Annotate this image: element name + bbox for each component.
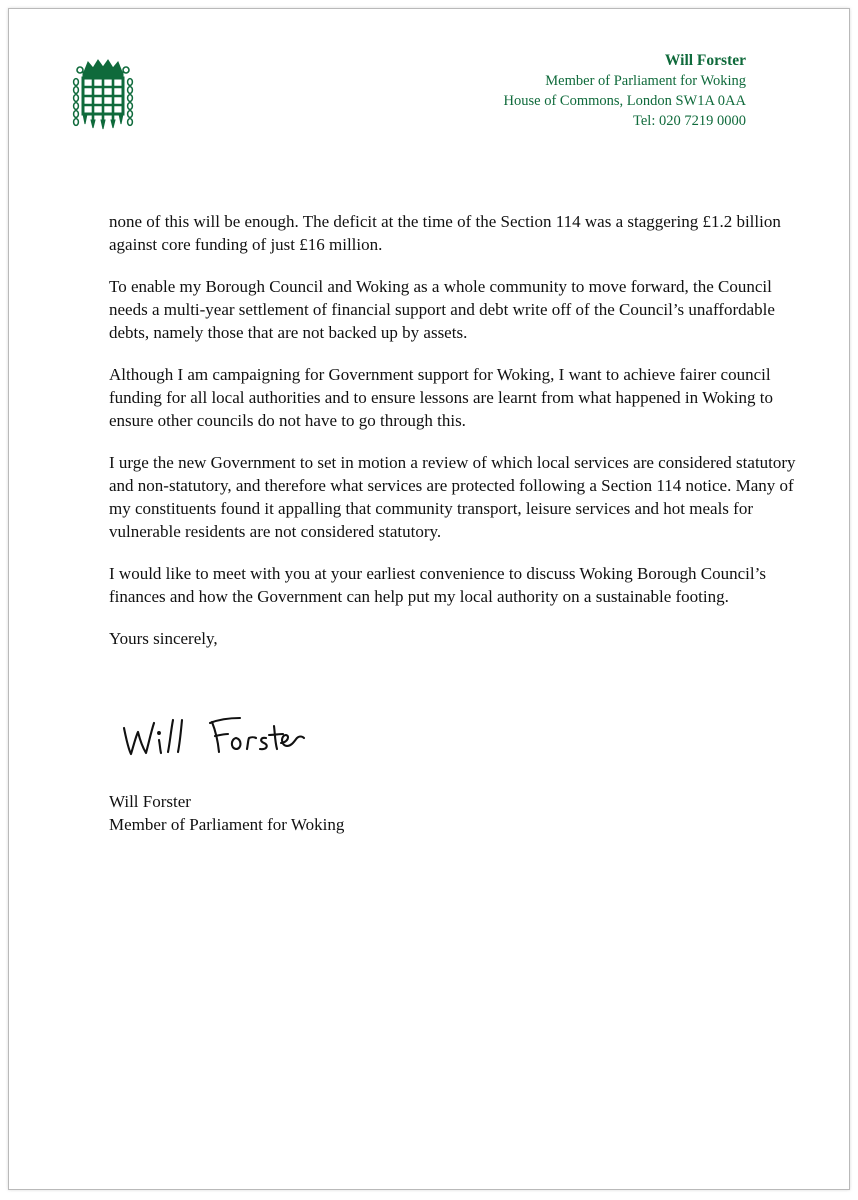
body-paragraph: Although I am campaigning for Government support for Woking, I want to achieve fairer council funding for all local authorities and to ensure lessons are learnt from what happened in Woking to ensure other councils do not have to go through this. (109, 365, 773, 430)
closing-salutation: Yours sincerely, (109, 629, 218, 648)
body-paragraph: none of this will be enough. The deficit at the time of the Section 114 was a staggering £1.2 billion against core funding of just £16 million. (109, 212, 781, 254)
body-paragraph: To enable my Borough Council and Woking as a whole community to move forward, the Council needs a multi-year settlement of financial support and debt write off of the Council’s unaffordable debts, namely those that are not backed up by assets. (109, 277, 775, 342)
handwritten-signature (118, 708, 308, 766)
sign-off (109, 790, 344, 836)
letterhead-telephone: Tel: 020 7219 0000 (633, 113, 746, 129)
signatory-name: Will Forster (109, 792, 191, 811)
letterhead-address: House of Commons, London SW1A 0AA (503, 93, 746, 109)
letterhead (504, 51, 746, 131)
letter-body (109, 210, 809, 669)
body-paragraph: I urge the new Government to set in motion a review of which local services are considered statutory and non-statutory, and therefore what services are protected following a Section 114 notice. Many of my constituents found it appalling that community transport, leisure services and hot meals for vulnerable residents are not considered statutory. (109, 453, 796, 541)
body-paragraph: I would like to meet with you at your earliest convenience to discuss Woking Borough Council’s finances and how the Government can help put my local authority on a sustainable footing. (109, 564, 766, 606)
portcullis-icon (70, 58, 136, 130)
signatory-title: Member of Parliament for Woking (109, 815, 345, 834)
letterhead-role: Member of Parliament for Woking (545, 73, 746, 89)
letterhead-name: Will Forster (664, 52, 746, 69)
